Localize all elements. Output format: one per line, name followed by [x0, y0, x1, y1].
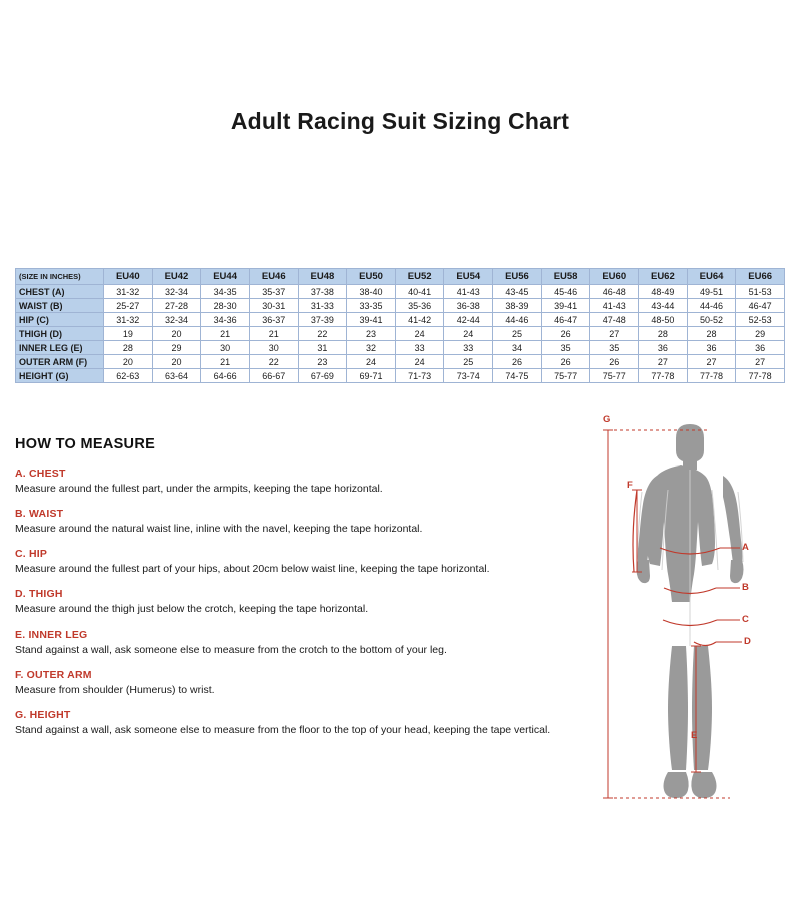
cell: 41-42	[395, 313, 444, 327]
cell: 27	[590, 327, 639, 341]
cell: 31	[298, 341, 347, 355]
cell: 21	[201, 355, 250, 369]
cell: 28	[104, 341, 153, 355]
sizing-table-container	[15, 268, 785, 383]
table-col-eu62: EU62	[639, 269, 688, 285]
cell: 39-41	[347, 313, 396, 327]
table-header-row	[16, 269, 785, 285]
cell: 47-48	[590, 313, 639, 327]
table-col-eu44: EU44	[201, 269, 250, 285]
measure-item-height-title: G. HEIGHT	[15, 708, 71, 721]
cell: 39-41	[541, 299, 590, 313]
cell: 50-52	[687, 313, 736, 327]
cell: 66-67	[249, 369, 298, 383]
cell: 20	[104, 355, 153, 369]
cell: 62-63	[104, 369, 153, 383]
cell: 44-46	[687, 299, 736, 313]
cell: 25	[493, 327, 542, 341]
cell: 27	[687, 355, 736, 369]
cell: 41-43	[444, 285, 493, 299]
table-col-eu60: EU60	[590, 269, 639, 285]
cell: 51-53	[736, 285, 785, 299]
row-label-hip: HIP (C)	[16, 313, 104, 327]
measure-item-thigh-title: D. THIGH	[15, 588, 63, 601]
measure-item-waist	[15, 508, 595, 536]
cell: 25	[444, 355, 493, 369]
cell: 28-30	[201, 299, 250, 313]
cell: 36	[639, 341, 688, 355]
cell: 23	[347, 327, 396, 341]
measure-item-waist-text: Measure around the natural waist line, inline with the navel, keeping the tape horizontal.	[15, 523, 423, 536]
figure-label-d: D	[744, 636, 751, 647]
cell: 28	[639, 327, 688, 341]
cell: 38-39	[493, 299, 542, 313]
table-row	[16, 369, 785, 383]
body-diagram-svg	[590, 420, 790, 820]
row-label-thigh: THIGH (D)	[16, 327, 104, 341]
cell: 30	[249, 341, 298, 355]
cell: 32	[347, 341, 396, 355]
cell: 37-38	[298, 285, 347, 299]
measure-item-height-text: Stand against a wall, ask someone else to measure from the floor to the top of your head, keeping the tape vertical.	[15, 723, 551, 736]
table-row	[16, 285, 785, 299]
cell: 75-77	[590, 369, 639, 383]
cell: 35	[590, 341, 639, 355]
measure-item-waist-title: B. WAIST	[15, 508, 64, 521]
cell: 34-35	[201, 285, 250, 299]
cell: 49-51	[687, 285, 736, 299]
cell: 40-41	[395, 285, 444, 299]
cell: 29	[152, 341, 201, 355]
measure-item-inner-leg-text: Stand against a wall, ask someone else to measure from the crotch to the bottom of your leg.	[15, 643, 447, 656]
cell: 22	[249, 355, 298, 369]
table-col-eu40: EU40	[104, 269, 153, 285]
cell: 33	[395, 341, 444, 355]
table-body	[16, 285, 785, 383]
cell: 24	[347, 355, 396, 369]
cell: 31-33	[298, 299, 347, 313]
cell: 34	[493, 341, 542, 355]
cell: 29	[736, 327, 785, 341]
cell: 20	[152, 327, 201, 341]
cell: 36-38	[444, 299, 493, 313]
cell: 27	[639, 355, 688, 369]
table-col-eu66: EU66	[736, 269, 785, 285]
cell: 46-48	[590, 285, 639, 299]
measure-item-outer-arm-title: F. OUTER ARM	[15, 668, 92, 681]
cell: 33	[444, 341, 493, 355]
cell: 43-45	[493, 285, 542, 299]
cell: 23	[298, 355, 347, 369]
cell: 77-78	[687, 369, 736, 383]
cell: 41-43	[590, 299, 639, 313]
cell: 19	[104, 327, 153, 341]
cell: 30-31	[249, 299, 298, 313]
cell: 35-37	[249, 285, 298, 299]
cell: 32-34	[152, 313, 201, 327]
measure-item-inner-leg-title: E. INNER LEG	[15, 628, 88, 641]
cell: 46-47	[541, 313, 590, 327]
cell: 28	[687, 327, 736, 341]
cell: 21	[201, 327, 250, 341]
measure-item-chest-title: A. CHEST	[15, 468, 66, 480]
cell: 42-44	[444, 313, 493, 327]
cell: 63-64	[152, 369, 201, 383]
measure-item-thigh	[15, 588, 595, 616]
table-col-eu48: EU48	[298, 269, 347, 285]
row-label-waist: WAIST (B)	[16, 299, 104, 313]
cell: 52-53	[736, 313, 785, 327]
measure-item-inner-leg	[15, 629, 595, 657]
row-label-inner-leg: INNER LEG (E)	[16, 341, 104, 355]
cell: 32-34	[152, 285, 201, 299]
how-to-measure-section	[15, 436, 595, 749]
cell: 22	[298, 327, 347, 341]
measure-item-hip-text: Measure around the fullest part of your hips, about 20cm below waist line, keeping the tape horizontal.	[15, 563, 490, 576]
measure-item-height	[15, 709, 595, 737]
table-col-eu46: EU46	[249, 269, 298, 285]
cell: 46-47	[736, 299, 785, 313]
table-col-eu58: EU58	[541, 269, 590, 285]
cell: 26	[493, 355, 542, 369]
cell: 77-78	[736, 369, 785, 383]
figure-label-f: F	[627, 480, 633, 491]
cell: 24	[395, 327, 444, 341]
cell: 48-49	[639, 285, 688, 299]
measure-item-chest-text: Measure around the fullest part, under the armpits, keeping the tape horizontal.	[15, 483, 383, 495]
table-col-eu56: EU56	[493, 269, 542, 285]
figure-label-b: B	[742, 582, 749, 593]
cell: 77-78	[639, 369, 688, 383]
measurement-figure	[590, 414, 790, 820]
cell: 35	[541, 341, 590, 355]
figure-label-e: E	[691, 730, 698, 741]
cell: 21	[249, 327, 298, 341]
cell: 31-32	[104, 285, 153, 299]
cell: 69-71	[347, 369, 396, 383]
cell: 36-37	[249, 313, 298, 327]
cell: 26	[541, 355, 590, 369]
sizing-chart-page	[0, 108, 800, 908]
row-label-height: HEIGHT (G)	[16, 369, 104, 383]
table-col-eu50: EU50	[347, 269, 396, 285]
cell: 33-35	[347, 299, 396, 313]
table-col-eu54: EU54	[444, 269, 493, 285]
cell: 48-50	[639, 313, 688, 327]
cell: 20	[152, 355, 201, 369]
table-row	[16, 299, 785, 313]
cell: 38-40	[347, 285, 396, 299]
cell: 43-44	[639, 299, 688, 313]
cell: 26	[541, 327, 590, 341]
cell: 25-27	[104, 299, 153, 313]
figure-label-g: G	[603, 414, 611, 425]
cell: 45-46	[541, 285, 590, 299]
cell: 26	[590, 355, 639, 369]
cell: 36	[736, 341, 785, 355]
table-col-eu52: EU52	[395, 269, 444, 285]
page-title: Adult Racing Suit Sizing Chart	[230, 108, 570, 134]
figure-label-c: C	[742, 614, 749, 625]
cell: 37-39	[298, 313, 347, 327]
cell: 35-36	[395, 299, 444, 313]
cell: 71-73	[395, 369, 444, 383]
measure-item-hip	[15, 548, 595, 576]
table-row	[16, 355, 785, 369]
cell: 27-28	[152, 299, 201, 313]
measure-item-outer-arm-text: Measure from shoulder (Humerus) to wrist.	[15, 683, 215, 696]
measure-item-hip-title: C. HIP	[15, 548, 48, 561]
cell: 44-46	[493, 313, 542, 327]
table-row	[16, 341, 785, 355]
cell: 74-75	[493, 369, 542, 383]
row-label-outer-arm: OUTER ARM (F)	[16, 355, 104, 369]
how-to-measure-heading: HOW TO MEASURE	[15, 436, 156, 452]
table-corner-label: (SIZE IN INCHES)	[16, 269, 104, 285]
cell: 24	[395, 355, 444, 369]
table-row	[16, 313, 785, 327]
cell: 75-77	[541, 369, 590, 383]
cell: 36	[687, 341, 736, 355]
table-col-eu42: EU42	[152, 269, 201, 285]
measure-item-chest	[15, 468, 595, 496]
figure-label-a: A	[742, 542, 749, 553]
row-label-chest: CHEST (A)	[16, 285, 104, 299]
table-col-eu64: EU64	[687, 269, 736, 285]
cell: 30	[201, 341, 250, 355]
cell: 73-74	[444, 369, 493, 383]
table-header	[16, 269, 785, 285]
table-row	[16, 327, 785, 341]
cell: 67-69	[298, 369, 347, 383]
cell: 27	[736, 355, 785, 369]
measure-item-outer-arm	[15, 669, 595, 697]
cell: 24	[444, 327, 493, 341]
sizing-table	[15, 268, 785, 383]
cell: 34-36	[201, 313, 250, 327]
cell: 31-32	[104, 313, 153, 327]
cell: 64-66	[201, 369, 250, 383]
measure-item-thigh-text: Measure around the thigh just below the crotch, keeping the tape horizontal.	[15, 603, 369, 616]
